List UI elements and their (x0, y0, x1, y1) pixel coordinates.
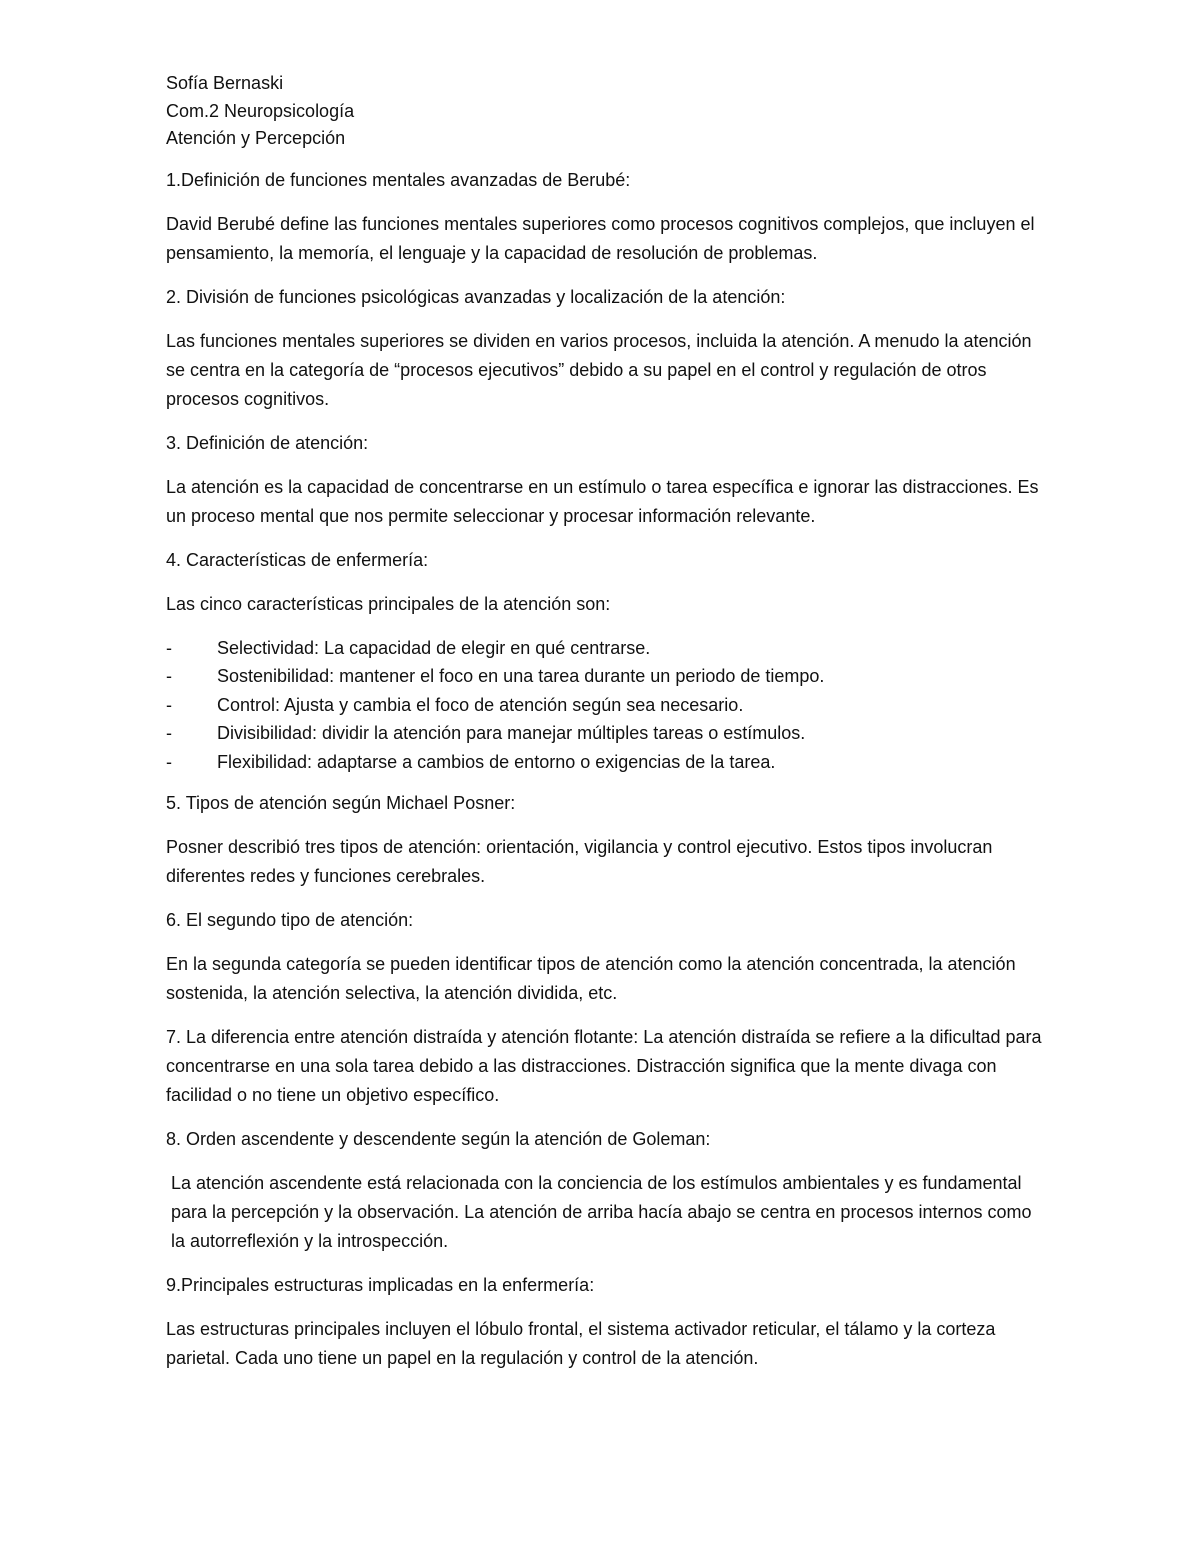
dash-bullet: - (166, 666, 172, 687)
list-item (166, 719, 1046, 748)
dash-bullet: - (166, 637, 172, 658)
course-name: Com.2 Neuropsicología (166, 100, 355, 121)
list-item (166, 662, 1046, 691)
list-item (166, 691, 1046, 720)
list-item-text: Flexibilidad: adaptarse a cambios de entorno o exigencias de la tarea. (217, 751, 776, 772)
list-item-text: Divisibilidad: dividir la atención para manejar múltiples tareas o estímulos. (217, 723, 806, 744)
list-item-text: Sostenibilidad: mantener el foco en una tarea durante un periodo de tiempo. (217, 666, 825, 687)
list-item (166, 748, 1046, 777)
section-2-heading: 2. División de funciones psicológicas avanzadas y localización de la atención: (166, 286, 786, 307)
section-5-body: Posner describió tres tipos de atención: orientación, vigilancia y control ejecutivo. Estos tipos involucran diferentes redes y funciones cerebrales. (166, 837, 993, 887)
author-name: Sofía Bernaski (166, 73, 284, 93)
section-1-body: David Berubé define las funciones mentales superiores como procesos cognitivos complejos, que incluyen el pensamiento, la memoría, el lenguaje y la capacidad de resolución de problemas. (166, 213, 1035, 263)
document-content (166, 70, 1046, 1388)
section-4-heading: 4. Características de enfermería: (166, 549, 429, 570)
section-1-heading: 1.Definición de funciones mentales avanzadas de Berubé: (166, 169, 631, 190)
section-9-heading: 9.Principales estructuras implicadas en la enfermería: (166, 1275, 595, 1296)
dash-bullet: - (166, 723, 172, 744)
characteristics-list (166, 634, 1046, 777)
document-header (166, 70, 1046, 153)
list-item-text: Selectividad: La capacidad de elegir en qué centrarse. (217, 637, 651, 658)
section-7-body: 7. La diferencia entre atención distraída y atención flotante: La atención distraída se refiere a la dificultad para concentrarse en una sola tarea debido a las distracciones. Distracción significa que la mente divaga con facilidad o no tiene un objetivo específico. (166, 1027, 1042, 1106)
dash-bullet: - (166, 751, 172, 772)
section-6-body: En la segunda categoría se pueden identificar tipos de atención como la atención concentrada, la atención sostenida, la atención selectiva, la atención dividida, etc. (166, 954, 1016, 1004)
section-3-heading: 3. Definición de atención: (166, 432, 369, 453)
list-item (166, 634, 1046, 663)
section-9-body: Las estructuras principales incluyen el lóbulo frontal, el sistema activador reticular, el tálamo y la corteza parietal. Cada uno tiene un papel en la regulación y control de la atención. (166, 1319, 996, 1369)
list-item-text: Control: Ajusta y cambia el foco de atención según sea necesario. (217, 694, 744, 715)
section-5-heading: 5. Tipos de atención según Michael Posner: (166, 793, 516, 814)
section-8-body: La atención ascendente está relacionada con la conciencia de los estímulos ambientales y es fundamental para la percepción y la observación. La atención de arriba hacía abajo se centra en procesos internos como la autorreflexión y la introspección. (171, 1173, 1032, 1252)
document-subject: Atención y Percepción (166, 128, 346, 148)
section-4-intro: Las cinco características principales de la atención son: (166, 593, 611, 614)
section-6-heading: 6. El segundo tipo de atención: (166, 910, 414, 931)
dash-bullet: - (166, 694, 172, 715)
section-3-body: La atención es la capacidad de concentrarse en un estímulo o tarea específica e ignorar las distracciones. Es un proceso mental que nos permite seleccionar y procesar información relevante. (166, 476, 1039, 526)
section-8-heading: 8. Orden ascendente y descendente según la atención de Goleman: (166, 1129, 711, 1150)
section-2-body: Las funciones mentales superiores se dividen en varios procesos, incluida la atención. A menudo la atención se centra en la categoría de “procesos ejecutivos” debido a su papel en el control y regulación de otros procesos cognitivos. (166, 330, 1032, 409)
